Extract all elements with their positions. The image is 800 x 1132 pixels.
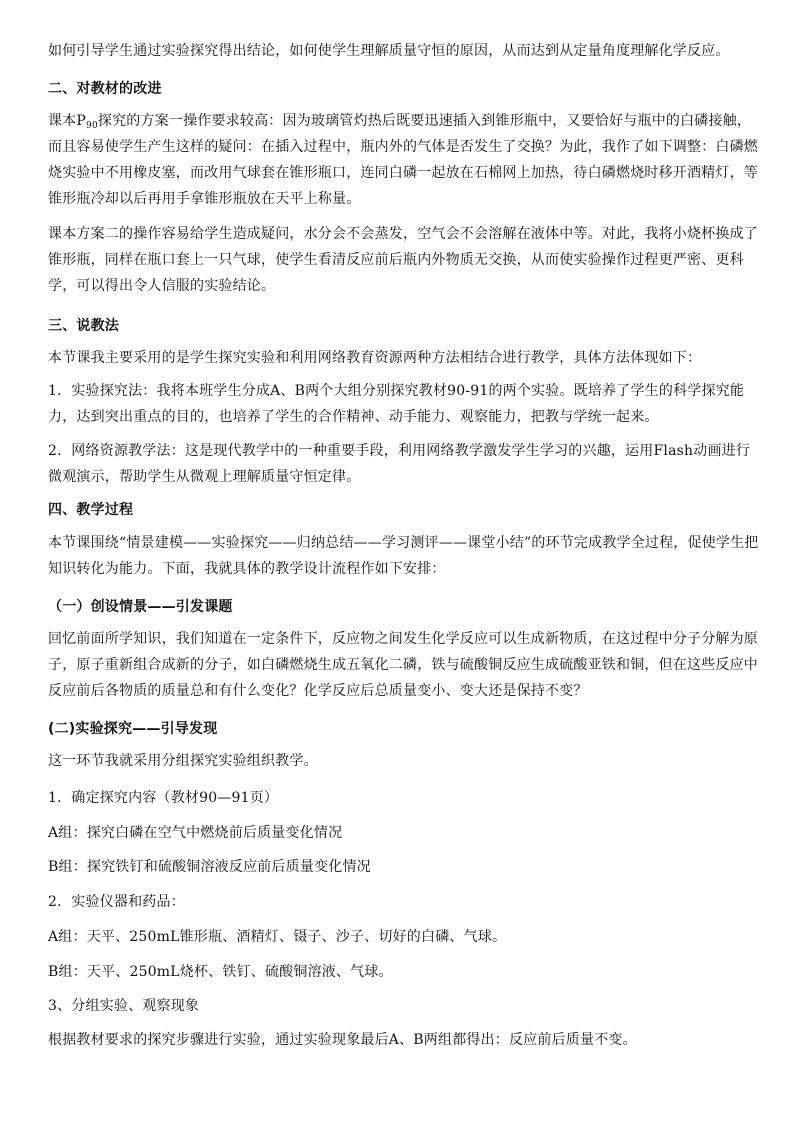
section-heading-textbook-improvement: 二、对教材的改进 bbox=[48, 81, 162, 97]
paragraph-method-network: 2．网络资源教学法：这是现代教学中的一种重要手段，利用网络教学激发学生学习的兴趣，运用Flash动画进行微观演示，帮助学生从微观上理解质量守恒定律。 bbox=[48, 443, 751, 485]
paragraph-plan-one: 课本P90探究的方案一操作要求较高：因为玻璃管灼热后既要迅速插入到锥形瓶中，又要恰好与瓶中的白磷接触，而且容易使学生产生这样的疑问：在插入过程中，瓶内外的气体是否发生了交换？为此，我作了如下调整：白磷燃烧实验中不用橡皮塞，而改用气球套在锥形瓶口，连同白磷一起放在石棉网上加热，待白磷燃烧时移开酒精灯，等锥形瓶冷却以后再用手拿锥形瓶放在天平上称量。 bbox=[48, 113, 758, 207]
list-item-group-b-instruments: B组：天平、250mL烧杯、铁钉、硫酸铜溶液、气球。 bbox=[48, 964, 393, 980]
paragraph-scenario: 回忆前面所学知识，我们知道在一定条件下，反应物之间发生化学反应可以生成新物质，在这过程中分子分解为原子，原子重新组合成新的分子，如白磷燃烧生成五氧化二磷，铁与硫酸铜反应生成硫酸亚铁和铜，但在这些反应中反应前后各物质的质量总和有什么变化？化学反应后总质量变小、变大还是保持不变？ bbox=[48, 631, 758, 699]
list-item-instruments: 2．实验仪器和药品： bbox=[48, 894, 185, 910]
paragraph-plan-one-prefix: 课本P bbox=[48, 113, 87, 129]
section-heading-teaching-process: 四、教学过程 bbox=[48, 502, 134, 518]
paragraph-process-intro: 本节课围绕“情景建模——实验探究——归纳总结——学习测评——课堂小结”的环节完成教学全过程，促使学生把知识转化为能力。下面，我就具体的教学设计流程作如下安排： bbox=[48, 535, 759, 577]
list-item-group-b-content: B组：探究铁钉和硫酸铜溶液反应前后质量变化情况 bbox=[48, 859, 371, 875]
list-item-observation: 3、分组实验、观察现象 bbox=[48, 998, 200, 1014]
paragraph-plan-two: 课本方案二的操作容易给学生造成疑问，水分会不会蒸发，空气会不会溶解在液体中等。对此，我将小烧杯换成了锥形瓶，同样在瓶口套上一只气球，使学生看清反应前后瓶内外物质无交换，从而使实验操作过程更严密、更科学，可以得出令人信服的实验结论。 bbox=[48, 226, 758, 294]
list-item-group-a-content: A组：探究白磷在空气中燃烧前后质量变化情况 bbox=[48, 825, 343, 841]
paragraph-plan-one-body: 探究的方案一操作要求较高：因为玻璃管灼热后既要迅速插入到锥形瓶中，又要恰好与瓶中的白磷接触，而且容易使学生产生这样的疑问：在插入过程中，瓶内外的气体是否发生了交换？为此，我作了如下调整：白磷燃烧实验中不用橡皮塞，而改用气球套在锥形瓶口，连同白磷一起放在石棉网上加热，待白磷燃烧时移开酒精灯，等锥形瓶冷却以后再用手拿锥形瓶放在天平上称量。 bbox=[48, 113, 758, 207]
section-heading-teaching-method: 三、说教法 bbox=[48, 318, 119, 334]
paragraph-intro: 如何引导学生通过实验探究得出结论，如何使学生理解质量守恒的原因，从而达到从定量角度理解化学反应。 bbox=[48, 43, 730, 59]
list-item-content: 1．确定探究内容（教材90—91页） bbox=[48, 790, 279, 806]
list-item-group-a-instruments: A组：天平、250mL锥形瓶、酒精灯、镊子、沙子、切好的白磷、气球。 bbox=[48, 929, 507, 945]
paragraph-conclusion: 根据教材要求的探究步骤进行实验，通过实验现象最后A、B两组都得出：反应前后质量不变。 bbox=[48, 1032, 637, 1048]
paragraph-method-experiment: 1．实验探究法：我将本班学生分成A、B两个大组分别探究教材90-91的两个实验。既培养了学生的科学探究能力，达到突出重点的目的，也培养了学生的合作精神、动手能力、观察能力，把教与学统一起来。 bbox=[48, 383, 745, 425]
subsection-heading-experiment: (二)实验探究——引导发现 bbox=[48, 721, 218, 737]
paragraph-group-experiment: 这一环节我就采用分组探究实验组织教学。 bbox=[48, 753, 318, 769]
subsection-heading-scenario: （一）创设情景——引发课题 bbox=[48, 599, 233, 615]
paragraph-method-intro: 本节课我主要采用的是学生探究实验和利用网络教育资源两种方法相结合进行教学，具体方法体现如下： bbox=[48, 350, 702, 366]
